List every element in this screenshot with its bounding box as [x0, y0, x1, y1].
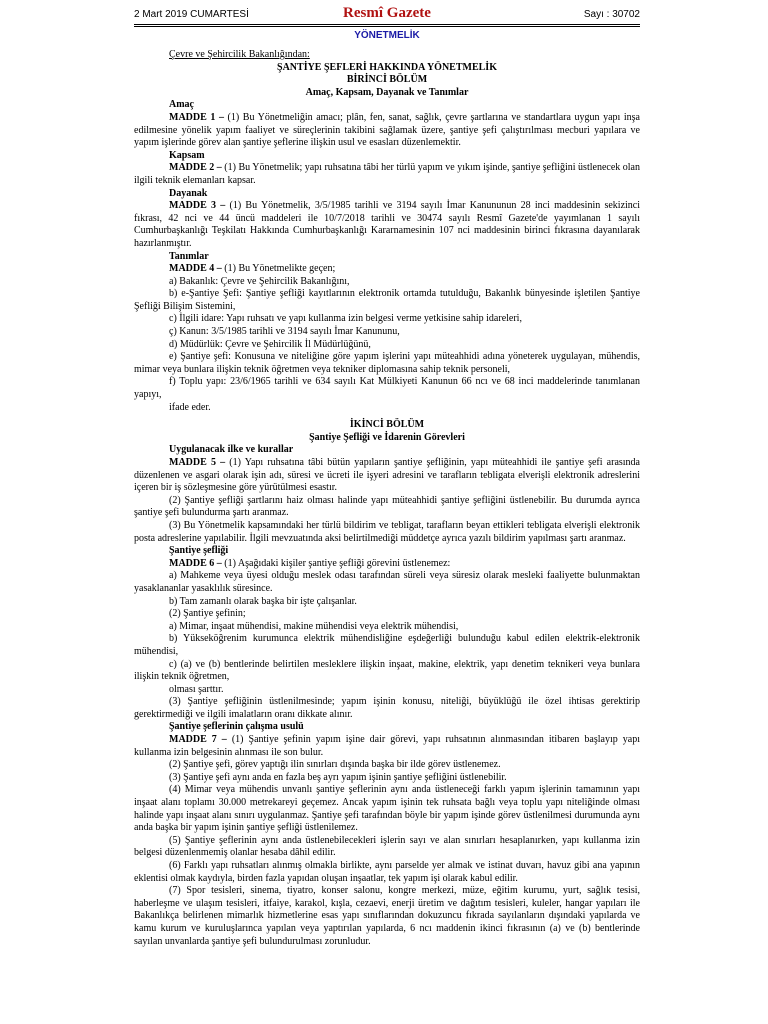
issuing-ministry: Çevre ve Şehircilik Bakanlığından:	[169, 49, 310, 60]
paragraph: (3) Bu Yönetmelik kapsamındaki her türlü bildirim ve tebligat, tarafların beyan ettikleri tebligata elverişli elektronik posta adreslerine yapılabilir. İlgili mevzuatında aksi belirtilmediği müddetçe ayrıca yazılı bildirim yapılması şartı aranmaz.	[134, 519, 640, 544]
article-heading: Amaç	[169, 99, 194, 111]
article-heading: Şantiye şeflerinin çalışma usulü	[169, 721, 304, 733]
article-text: (1) Bu Yönetmeliğin amacı; plân, fen, sanat, sağlık, çevre şartlarına ve standartlara uygun yapı inşa edilmesine yönelik yapım faaliyet ve süreçlerinin takibini sağlamak üzere, şantiye şefi çalıştırılması mecburi yapılara ve yapım işlerinde görev alan şantiye şeflerine ilişkin usul ve esasları düzenlemektir.	[134, 111, 640, 149]
definition-item: b) e-Şantiye Şefi: Şantiye şefliği kayıtlarının elektronik ortamda tutulduğu, Bakanlık bünyesinde işletilen Şantiye Şefliği Bilişim Sistemini,	[134, 288, 640, 312]
paragraph: (3) Şantiye şefliğinin üstlenilmesinde; yapım işinin konusu, niteliği, büyüklüğü ile özel ihtisas gerektirip gerektirmediği ve ilgili imalatların oranı dikkate alınır.	[134, 696, 640, 720]
article-1	[134, 112, 640, 150]
page-header	[134, 6, 640, 24]
article-text: (1) Yapı ruhsatına tâbi bütün yapıların şantiye şefliğinin, yapı müteahhidi ile şantiye şefi arasında düzenlenen ve asgari olarak işin adı, süresi ve ücreti ile işyeri adresini ve tarafların tebligata elverişli elektronik adreslerini içeren bir iş sözleşmesine göre yürütülmesi esastır.	[134, 457, 640, 494]
list-item: b) Yükseköğrenim kurumunca elektrik mühendisliğine eşdeğerliği bulunduğu kabul edilen elektrik-elektronik mühendisi,	[134, 633, 640, 657]
list-item: c) (a) ve (b) bentlerinde belirtilen mesleklere ilişkin inşaat, makine, elektrik, yapı denetim teknikeri veya bunlara ilişkin teknik öğretmen,	[134, 658, 640, 683]
article-heading: Uygulanacak ilke ve kurallar	[169, 444, 294, 456]
paragraph: (2) Şantiye şefliği şartlarını haiz olması halinde yapı müteahhidi şantiye şefliğini üstlenebilir. Bu durumda ayrıca şantiye şefi bulundurma şartı aranmaz.	[134, 494, 640, 519]
definition-item: a) Bakanlık: Çevre ve Şehircilik Bakanlığını,	[169, 275, 350, 287]
definition-item: f) Toplu yapı: 23/6/1965 tarihli ve 634 sayılı Kat Mülkiyeti Kanunun 66 ncı ve 68 inci maddelerinde tanımlanan yapıyı,	[134, 376, 640, 401]
article-text: (1) Aşağıdaki kişiler şantiye şefliği görevini üstlenemez:	[221, 557, 451, 569]
paragraph: (2) Şantiye şefinin;	[169, 608, 246, 620]
article-text: (1) Bu Yönetmelikte geçen;	[221, 263, 336, 275]
definition-item: ç) Kanun: 3/5/1985 tarihli ve 3194 sayılı İmar Kanununu,	[169, 326, 400, 338]
section-title: YÖNETMELİK	[354, 30, 420, 41]
header-rule-top	[134, 24, 640, 25]
article-label: MADDE 3 –	[169, 200, 226, 212]
article-heading: Şantiye şefliği	[169, 545, 229, 557]
paragraph: (3) Şantiye şefi aynı anda en fazla beş ayrı yapım işinin şantiye şefliğini üstlenebilir.	[169, 771, 507, 783]
list-closing: olması şarttır.	[169, 683, 224, 695]
definition-item: c) İlgili idare: Yapı ruhsatı ve yapı kullanma izin belgesi verme yetkisine sahip idareleri,	[169, 313, 522, 325]
article-label: MADDE 7 –	[169, 734, 227, 746]
article-label: MADDE 2 –	[169, 162, 222, 174]
article-5	[134, 457, 640, 495]
definition-item: d) Müdürlük: Çevre ve Şehircilik İl Müdürlüğünü,	[169, 338, 371, 350]
article-heading: Dayanak	[169, 187, 208, 199]
article-label: MADDE 4 –	[169, 263, 222, 275]
paragraph: (7) Spor tesisleri, sinema, tiyatro, konser salonu, kongre merkezi, müze, eğitim kurumu, yurt, sağlık tesisi, haberleşme ve ulaşım tesisleri, itfaiye, karakol, kışla, cezaevi, enerji üretim ve dağıtım tesisleri, kuleler, hangar yapıları ile Bakanlıkça belirlenen mimarlık hizmetlerine esas yapı sınıflarından dokuzuncu fıkrada sayılanların dışındaki yapılarda ve kamu kurum ve kuruluşlarınca yapılan veya yaptırılan yapılarda, 6 ncı maddenin ikinci fıkrasının (a) ve (b) bentlerinde sayılan unvanlarda şantiye şefi bulundurulması zorunludur.	[134, 885, 640, 947]
paragraph: (6) Farklı yapı ruhsatları alınmış olmakla birlikte, aynı parselde yer almak ve istinat duvarı, havuz gibi ana yapının eklentisi olmak kaydıyla, birden fazla yapıdan oluşan inşaatlar, tek yapım işi olarak kabul edilir.	[134, 860, 640, 884]
gazette-title: Resmî Gazete	[343, 5, 431, 21]
article-heading: Kapsam	[169, 149, 205, 161]
paragraph: (2) Şantiye şefi, görev yaptığı ilin sınırları dışında başka bir ilde görev üstlenemez.	[169, 759, 501, 771]
regulation-body	[134, 49, 640, 948]
article-6	[134, 558, 640, 571]
paragraph: (4) Mimar veya mühendis unvanlı şantiye şeflerinin aynı anda üstleneceği farklı yapım işlerinin tamamının yapı inşaat alanı toplamı 30.000 metrekareyi geçemez. Ancak yapım işinin tek ruhsata bağlı veya toplu yapı niteliğinde olması halinde yapı inşaat alanı sınırı uygulanmaz. Şantiye şefi tarafından böyle bir yapım işinde görev üstlenilmesi durumunda aynı anda başka bir yapım işinin şantiye şefliği üstlenilemez.	[134, 784, 640, 834]
article-2	[134, 162, 640, 187]
part-subtitle: Şantiye Şefliği ve İdarenin Görevleri	[309, 431, 465, 443]
article-heading: Tanımlar	[169, 250, 209, 262]
part-subtitle: Amaç, Kapsam, Dayanak ve Tanımlar	[305, 86, 469, 98]
article-4	[134, 263, 640, 276]
article-text: (1) Bu Yönetmelik; yapı ruhsatına tâbi her türlü yapım ve yıkım işinde, şantiye şefliğini üstlenecek olan ilgili teknik elemanları kapsar.	[134, 162, 640, 186]
definition-item: e) Şantiye şefi: Konusuna ve niteliğine göre yapım işlerini yapı müteahhidi adına yöneterek uygulayan, mühendis, mimar veya bunlara ilişkin teknik öğretmen veya tekniker diplomasına sahip teknik personeli,	[134, 351, 640, 375]
article-text: (1) Şantiye şefinin yapım işine dair görevi, yapı ruhsatının alınmasından itibaren başlayıp yapı kullanma izin belgesinin alınması ile son bulur.	[134, 734, 640, 758]
article-3	[134, 200, 640, 250]
definition-closing: ifade eder.	[169, 401, 211, 413]
list-item: b) Tam zamanlı olarak başka bir işte çalışanlar.	[169, 595, 357, 607]
article-text: (1) Bu Yönetmelik, 3/5/1985 tarihli ve 3194 sayılı İmar Kanununun 28 inci maddesinin sekizinci fıkrası, 42 nci ve 44 üncü maddeleri ile 10/7/2018 tarihli ve 30474 sayılı Resmî Gazete'de yayımlanan 1 sayılı Cumhurbaşkanlığı Teşkilatı Hakkında Cumhurbaşkanlığı Kararnamesinin 107 nci maddesinin birinci fıkrasına dayanılarak hazırlanmıştır.	[134, 200, 641, 249]
list-item: a) Mahkeme veya üyesi olduğu meslek odası tarafından süreli veya süresiz olarak mesleki faaliyette bulunmaktan yasaklananlar yasaklılık süresince.	[134, 570, 640, 594]
article-label: MADDE 1 –	[169, 111, 224, 123]
article-label: MADDE 6 –	[169, 557, 222, 569]
part-heading: BİRİNCİ BÖLÜM	[346, 74, 428, 86]
regulation-title: ŞANTİYE ŞEFLERİ HAKKINDA YÖNETMELİK	[277, 61, 497, 73]
paragraph: (5) Şantiye şeflerinin aynı anda üstlenebilecekleri işlerin sayı ve alan sınırları hesaplanırken, yapı kullanma izin belgesi düzenlenmemiş olanlar hesaba dâhil edilir.	[134, 834, 640, 859]
list-item: a) Mimar, inşaat mühendisi, makine mühendisi veya elektrik mühendisi,	[169, 620, 459, 632]
issue-date: 2 Mart 2019 CUMARTESİ	[134, 9, 249, 20]
header-rule-bottom	[134, 26, 640, 27]
issue-number: Sayı : 30702	[583, 9, 640, 20]
article-label: MADDE 5 –	[169, 457, 226, 468]
part-heading: İKİNCİ BÖLÜM	[349, 419, 425, 431]
article-7	[134, 734, 640, 759]
